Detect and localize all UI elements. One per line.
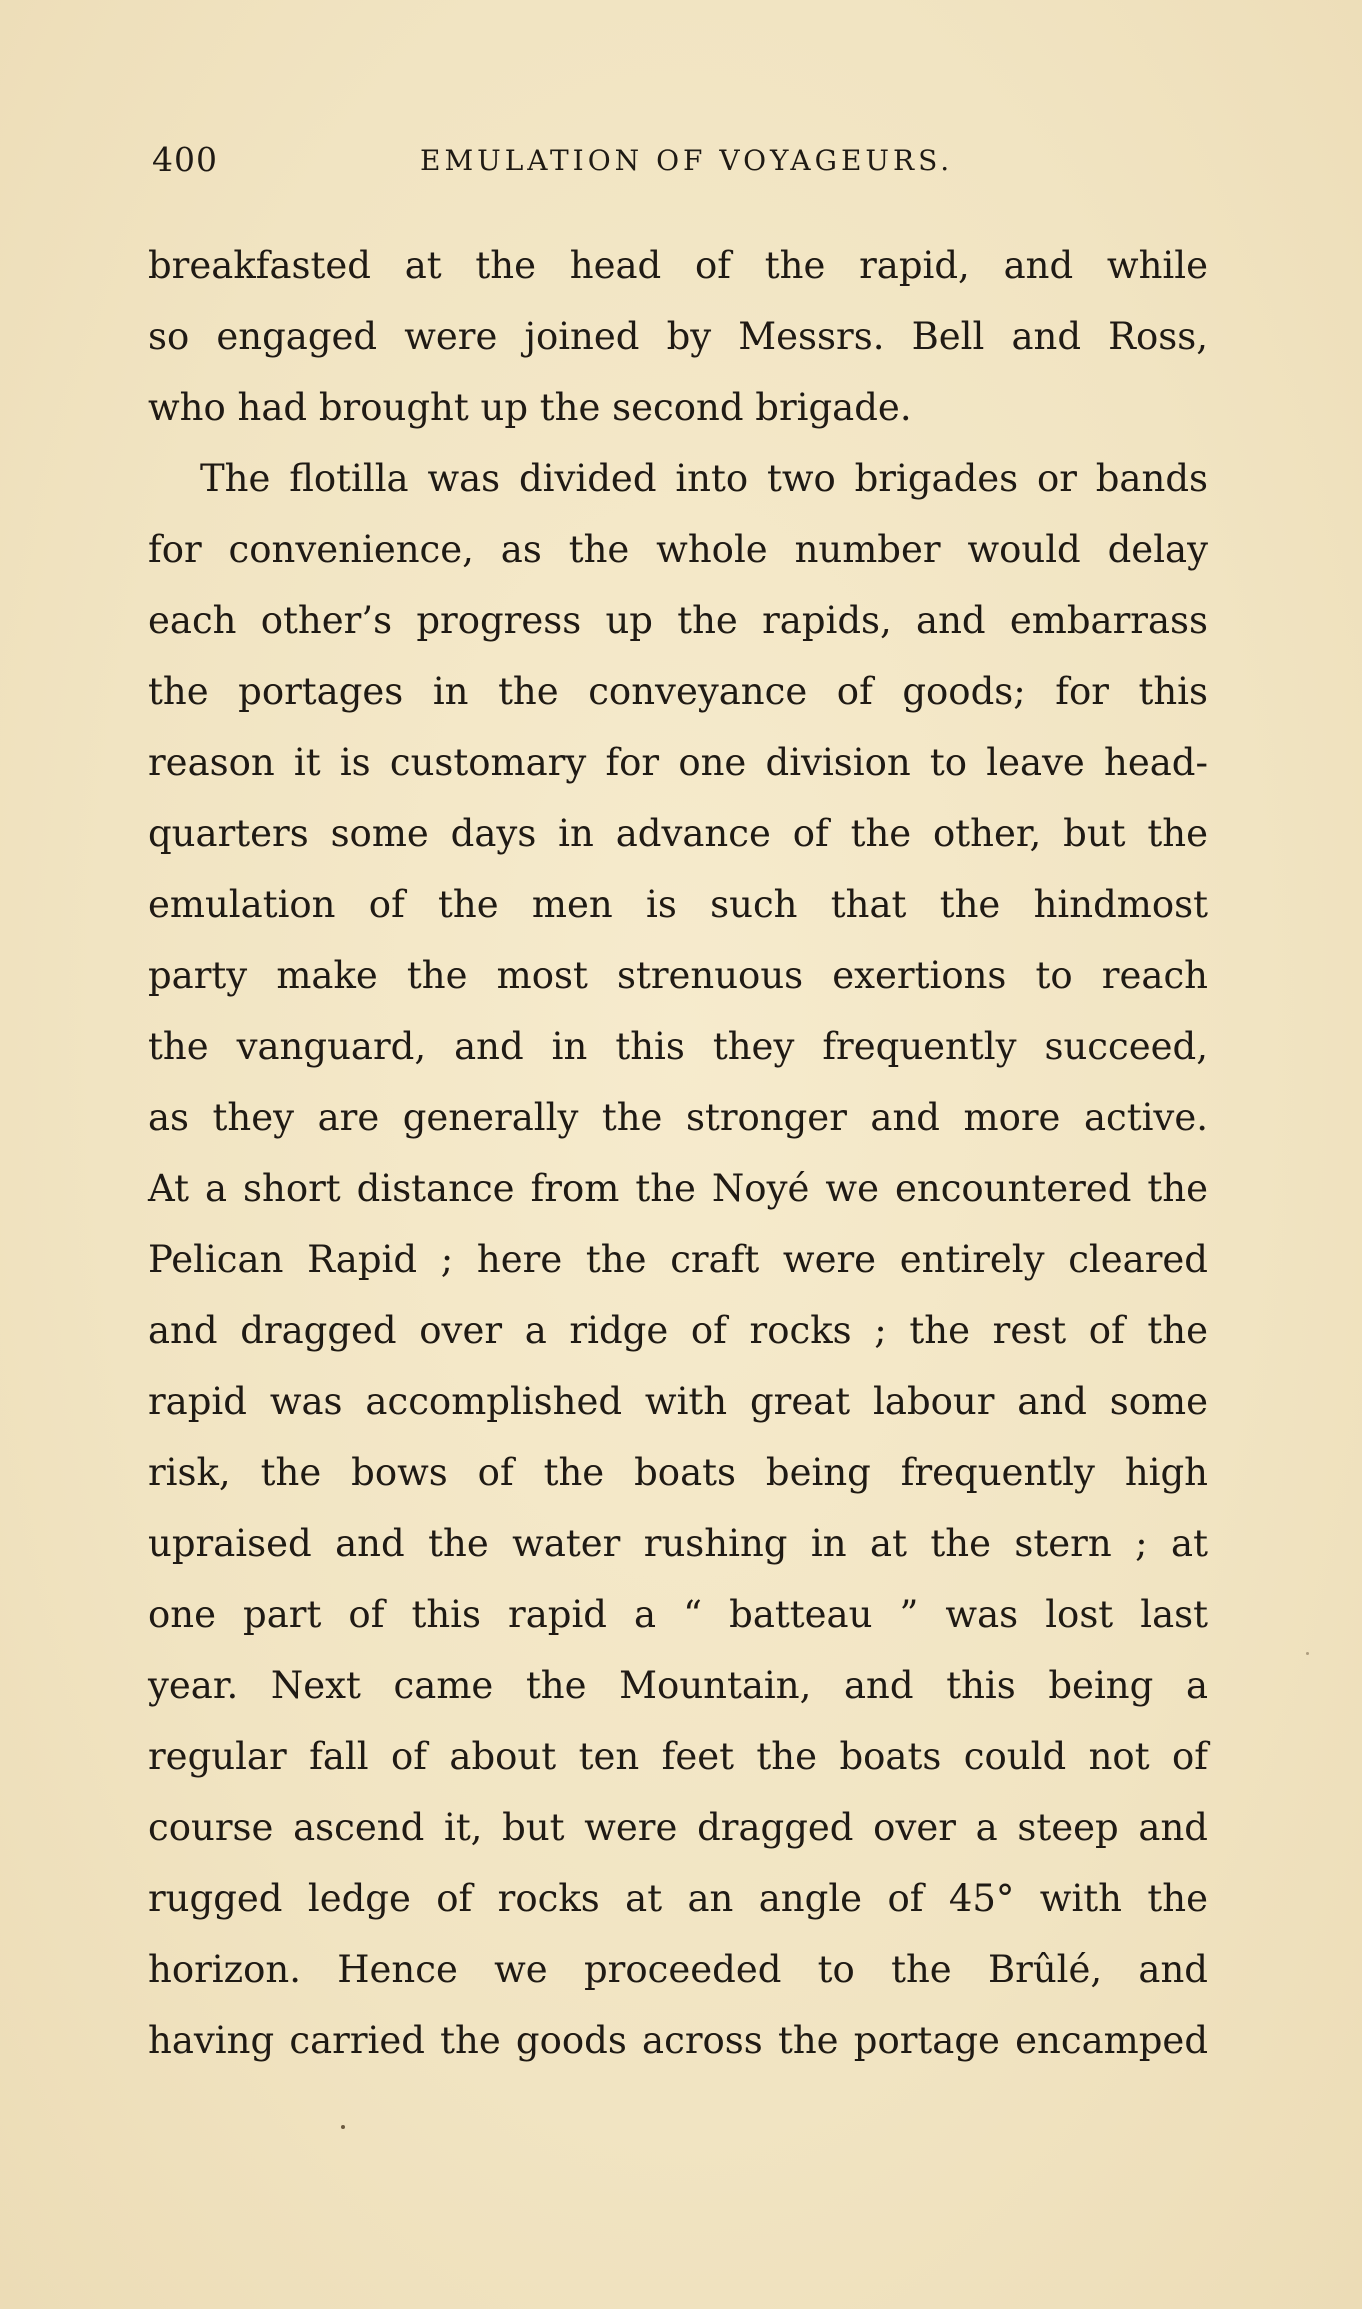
text-line: reason it is customary for one division to leave head- — [148, 741, 1208, 784]
text-line: The flotilla was divided into two brigades or bands — [200, 457, 1208, 500]
page-number: 400 — [152, 140, 218, 179]
text-line: rapid was accomplished with great labour and some — [148, 1380, 1208, 1423]
text-line: who had brought up the second brigade. — [148, 386, 912, 429]
text-line: course ascend it, but were dragged over a steep and — [148, 1806, 1208, 1849]
body-text — [148, 230, 1208, 2076]
text-line: the portages in the conveyance of goods; for this — [148, 670, 1208, 713]
text-line: emulation of the men is such that the hindmost — [148, 883, 1208, 926]
text-line: year. Next came the Mountain, and this being a — [148, 1664, 1208, 1707]
text-line: quarters some days in advance of the other, but the — [148, 812, 1208, 855]
text-line: risk, the bows of the boats being frequently high — [148, 1451, 1208, 1494]
text-line: breakfasted at the head of the rapid, and while — [148, 244, 1208, 287]
text-line: so engaged were joined by Messrs. Bell and Ross, — [148, 315, 1208, 358]
text-line: regular fall of about ten feet the boats could not of — [148, 1735, 1208, 1778]
text-line: as they are generally the stronger and more active. — [148, 1096, 1208, 1139]
paper-speck — [1306, 1652, 1309, 1655]
text-line: Pelican Rapid ; here the craft were entirely cleared — [148, 1238, 1208, 1281]
running-title: EMULATION OF VOYAGEURS. — [420, 144, 954, 177]
text-line: upraised and the water rushing in at the stern ; at — [148, 1522, 1208, 1565]
text-line: At a short distance from the Noyé we encountered the — [148, 1167, 1208, 1210]
paper-speck — [341, 2125, 345, 2129]
text-line: and dragged over a ridge of rocks ; the rest of the — [148, 1309, 1208, 1352]
text-line: party make the most strenuous exertions to reach — [148, 954, 1208, 997]
text-line: one part of this rapid a “ batteau ” was lost last — [148, 1593, 1208, 1636]
text-line: for convenience, as the whole number would delay — [148, 528, 1208, 571]
text-line: having carried the goods across the portage encamped — [148, 2019, 1208, 2062]
text-line: the vanguard, and in this they frequently succeed, — [148, 1025, 1208, 1068]
text-line: each other’s progress up the rapids, and embarrass — [148, 599, 1208, 642]
text-line: horizon. Hence we proceeded to the Brûlé, and — [148, 1948, 1208, 1991]
text-line: rugged ledge of rocks at an angle of 45° with the — [148, 1877, 1208, 1920]
page-header — [152, 140, 1207, 190]
